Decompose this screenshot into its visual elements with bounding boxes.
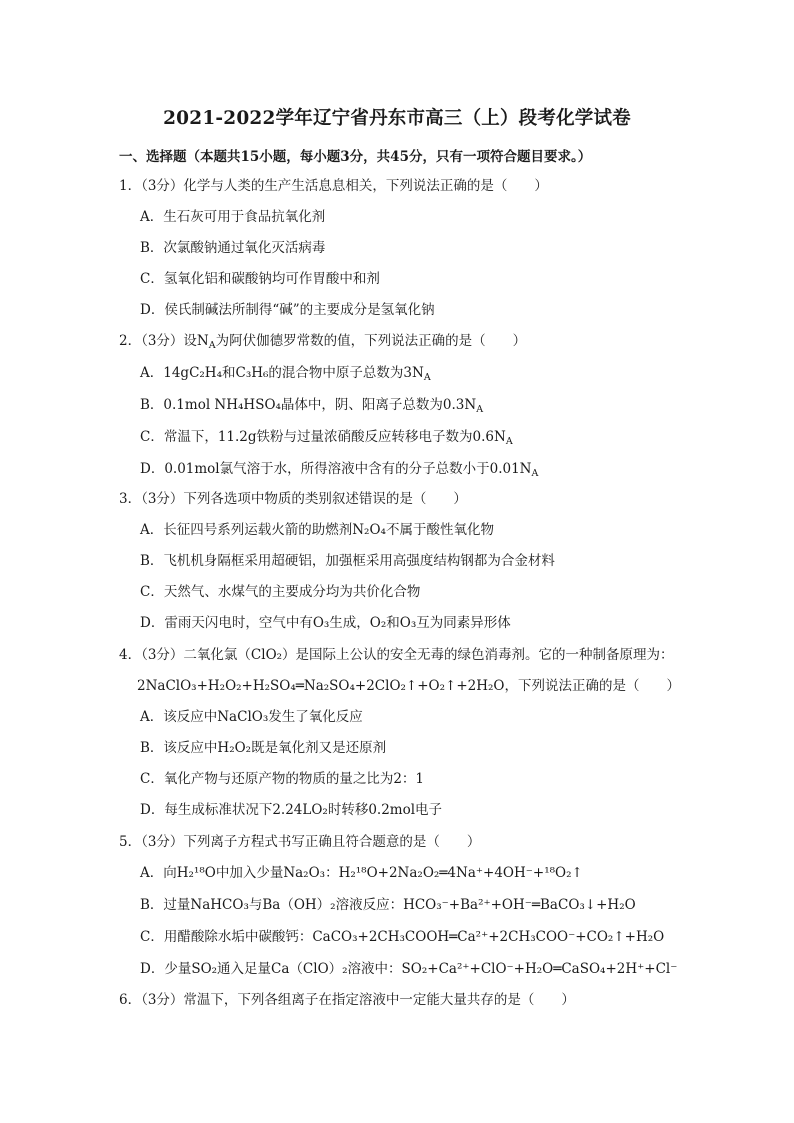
q2-stem-pre: 2．（3分）设N	[119, 333, 209, 349]
q1-option-a: A．生石灰可用于食品抗氧化剂	[140, 209, 326, 225]
q3-option-b: B．飞机机身隔框采用超硬铝，加强框采用高强度结构钢都为合金材料	[140, 553, 555, 569]
question-2-stem	[119, 332, 526, 350]
q1-option-c: C．氢氧化铝和碳酸钠均可作胃酸中和剂	[140, 271, 380, 287]
q2-option-c: C．常温下，11.2g铁粉与过量浓硝酸反应转移电子数为$0.6N_A$	[140, 429, 513, 447]
q5-option-b: B．过量NaHCO₃与Ba（OH）₂溶液反应：HCO₃⁻+Ba²⁺+OH⁻═BaCO₃↓+H₂O	[140, 897, 636, 913]
question-3-stem: 3．（3分）下列各选项中物质的类别叙述错误的是（ ）	[119, 491, 467, 507]
question-1-stem: 1．（3分）化学与人类的生产生活息息相关，下列说法正确的是（ ）	[119, 178, 548, 194]
q4-option-b: B．该反应中H₂O₂既是氧化剂又是还原剂	[140, 740, 387, 756]
question-4-stem: 4．（3分）二氧化氯（ClO₂）是国际上公认的安全无毒的绿色消毒剂。它的一种制备原理为：	[119, 647, 674, 663]
page-title: 2021-2022学年辽宁省丹东市高三（上）段考化学试卷	[163, 108, 631, 129]
q4-equation: 2NaClO₃+H₂O₂+H₂SO₄═Na₂SO₄+2ClO₂↑+O₂↑+2H₂O，下列说法正确的是（ ）	[137, 678, 680, 694]
q2-option-a: A．14gC₂H₄和C₃H₆的混合物中原子总数为$3N_A$	[140, 365, 431, 383]
q5-option-a: A．向H₂¹⁸O中加入少量Na₂O₃：H₂¹⁸O+2Na₂O₂═4Na⁺+4OH⁻+¹⁸O₂↑	[140, 865, 583, 881]
q5-option-c: C．用醋酸除水垢中碳酸钙：CaCO₃+2CH₃COOH═Ca²⁺+2CH₃COO⁻+CO₂↑+H₂O	[140, 929, 665, 945]
q4-option-c: C．氧化产物与还原产物的物质的量之比为2：1	[140, 771, 425, 787]
q5-option-d: D．少量SO₂通入足量Ca（ClO）₂溶液中：SO₂+Ca²⁺+ClO⁻+H₂O═CaSO₄+2H⁺+Cl⁻	[140, 961, 678, 977]
question-5-stem: 5．（3分）下列离子方程式书写正确且符合题意的是（ ）	[119, 834, 481, 850]
q2-option-d: D．0.01mol氯气溶于水，所得溶液中含有的分子总数小于$0.01N_A$	[140, 461, 539, 479]
section-heading: 一、选择题（本题共15小题，每小题3分，共45分，只有一项符合题目要求。）	[119, 149, 592, 165]
q1-option-d: D．侯氏制碱法所制得“碱”的主要成分是氢氧化钠	[140, 302, 435, 318]
question-6-stem: 6．（3分）常温下，下列各组离子在指定溶液中一定能大量共存的是（ ）	[119, 992, 575, 1008]
q1-option-b: B．次氯酸钠通过氧化灭活病毒	[140, 240, 326, 256]
q2-option-b: B．0.1mol NH₄HSO₄晶体中，阴、阳离子总数为$0.3N_A$	[140, 397, 484, 415]
q3-option-a: A．长征四号系列运载火箭的助燃剂N₂O₄不属于酸性氧化物	[140, 522, 494, 538]
q2-stem-post: 为阿伏伽德罗常数的值，下列说法正确的是（ ）	[215, 333, 527, 349]
q3-option-c: C．天然气、水煤气的主要成分均为共价化合物	[140, 584, 421, 600]
q2-stem-sub: A	[208, 340, 216, 351]
q4-option-a: A．该反应中NaClO₃发生了氧化反应	[140, 709, 363, 725]
q3-option-d: D．雷雨天闪电时，空气中有O₃生成，O₂和O₃互为同素异形体	[140, 615, 511, 631]
q4-option-d: D．每生成标准状况下2.24LO₂时转移0.2mol电子	[140, 802, 443, 818]
